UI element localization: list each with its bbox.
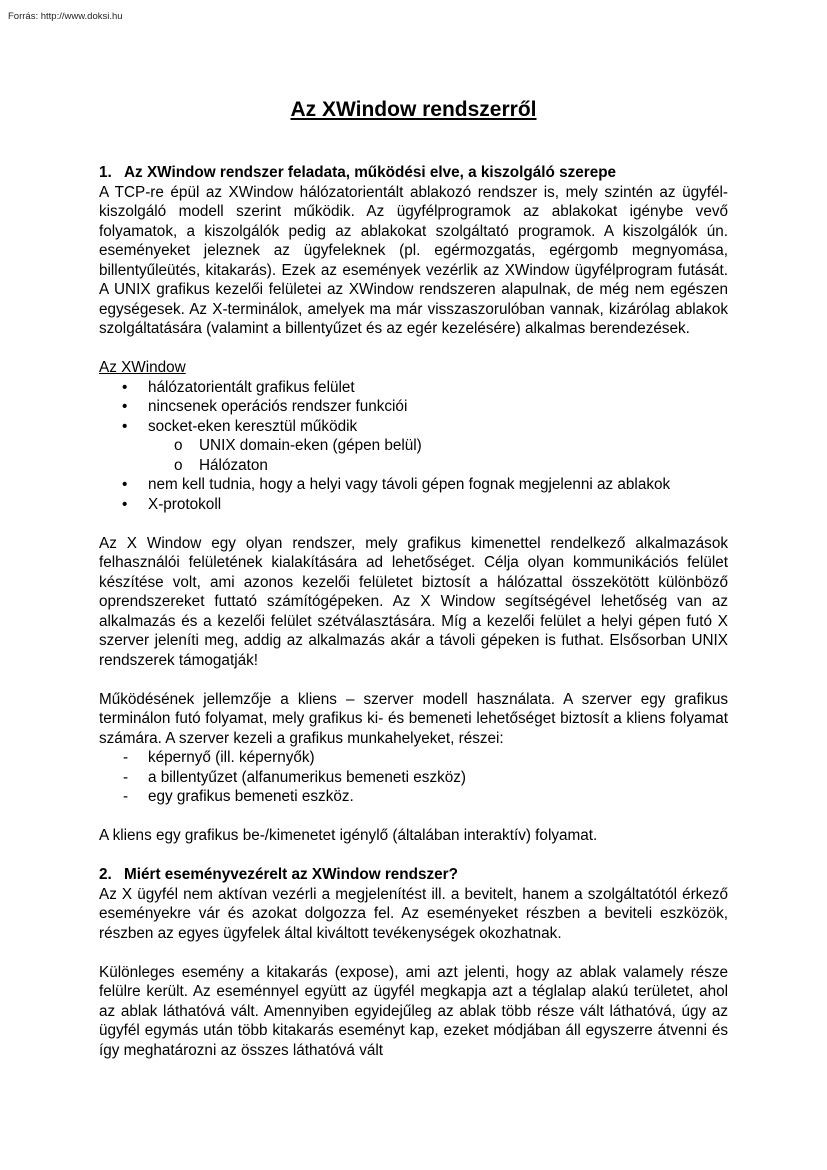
dash-list [99,748,728,807]
list-item: • nem kell tudnia, hogy a helyi vagy távoli gépen fognak megjelenni az ablakok [99,475,728,495]
list-item: o Hálózaton [99,456,728,476]
page-title: Az XWindow rendszerről [290,98,537,121]
section-2-heading-text: Miért eseményvezérelt az XWindow rendszer? [124,866,458,883]
list-title: Az XWindow [99,359,186,376]
section-1-number: 1. [99,164,112,181]
section-2-number: 2. [99,866,112,883]
list-item: • X-protokoll [99,495,728,515]
list-item: • hálózatorientált grafikus felület [99,378,728,398]
sub-bullet-list [99,436,728,475]
list-item: - a billentyűzet (alfanumerikus bemeneti eszköz) [99,768,728,788]
list-item: - képernyő (ill. képernyők) [99,748,728,768]
section-2-paragraph-2: Különleges esemény a kitakarás (expose), ami azt jelenti, hogy az ablak valamely része felülre került. Az eseménnyel együtt az ügyfél megkapja azt a téglalap alakú területet, ahol az ablak láthatóvá vált. Amennyiben egyidejűleg az ablak több része vált láthatóvá, úgy az ügyfél egymás után több kitakarás eseményt kap, ezeket módjában áll egyszerre átvenni és így meghatározni az összes láthatóvá vált [99,963,728,1059]
section-1-paragraph-2: Az X Window egy olyan rendszer, mely grafikus kimenettel rendelkező alkalmazások felhasználói felületének kialakítására ad lehetőséget. Célja olyan kommunikációs felület készítése volt, ami azonos kezelői felületet biztosít a hálózattal összekötött különböző oprendszereket futtató számítógépeken. Az X Window segítségével lehetőség van az alkalmazás és a kezelői felület szétválasztására. Míg a kezelői felület a helyi gépen futó X szerver jeleníti meg, addig az alkalmazás akár a távoli gépeken is futhat. Elsősorban UNIX rendszerek támogatják! [99,534,728,669]
bullet-list-continued [99,475,728,514]
section-2-heading [99,865,728,885]
list-item: • nincsenek operációs rendszer funkciói [99,397,728,417]
section-1-paragraph-3: Működésének jellemzője a kliens – szerver modell használata. A szerver egy grafikus terminálon futó folyamat, mely grafikus ki- és bemeneti lehetőséget biztosít a kliens folyamat számára. A szerver kezeli a grafikus munkahelyeket, részei: [99,690,728,747]
section-1-heading [99,163,728,183]
list-item: o UNIX domain-eken (gépen belül) [99,436,728,456]
source-note: Forrás: http://www.doksi.hu [8,11,123,22]
list-item: • socket-eken keresztül működik [99,417,728,437]
section-1-heading-text: Az XWindow rendszer feladata, működési elve, a kiszolgáló szerepe [124,164,617,181]
section-1-paragraph-1: A TCP-re épül az XWindow hálózatorientált ablakozó rendszer is, mely szintén az ügyfél-kiszolgáló modell szerint működik. Az ügyfélprogramok az ablakokat igénybe vevő folyamatok, a kiszolgálók pedig az ablakokat szolgáltató programok. A kiszolgálók ún. eseményeket jeleznek az ügyfeleknek (pl. egérmozgatás, egérgomb megnyomása, billentyűleütés, kitakarás). Ezek az események vezérlik az XWindow ügyfélprogram futását. A UNIX grafikus kezelői felületei az XWindow rendszeren alapulnak, de még nem egészen egységesek. Az X-terminálok, amelyek ma már visszaszorulóban vannak, kizárólag ablakok szolgáltatására (valamint a billentyűzet és az egér kezelésére) alkalmas berendezések. [99,183,728,337]
section-1-paragraph-4: A kliens egy grafikus be-/kimenetet igénylő (általában interaktív) folyamat. [99,827,598,844]
bullet-list [99,378,728,437]
list-item: - egy grafikus bemeneti eszköz. [99,787,728,807]
document-body [99,163,728,1060]
section-2-paragraph-1: Az X ügyfél nem aktívan vezérli a megjelenítést ill. a bevitelt, hanem a szolgáltatótól érkező eseményekre vár és azokat dolgozza fel. Az eseményeket részben a beviteli eszközök, részben az egyes ügyfelek által kiváltott tevékenységek okozhatnak. [99,885,728,942]
